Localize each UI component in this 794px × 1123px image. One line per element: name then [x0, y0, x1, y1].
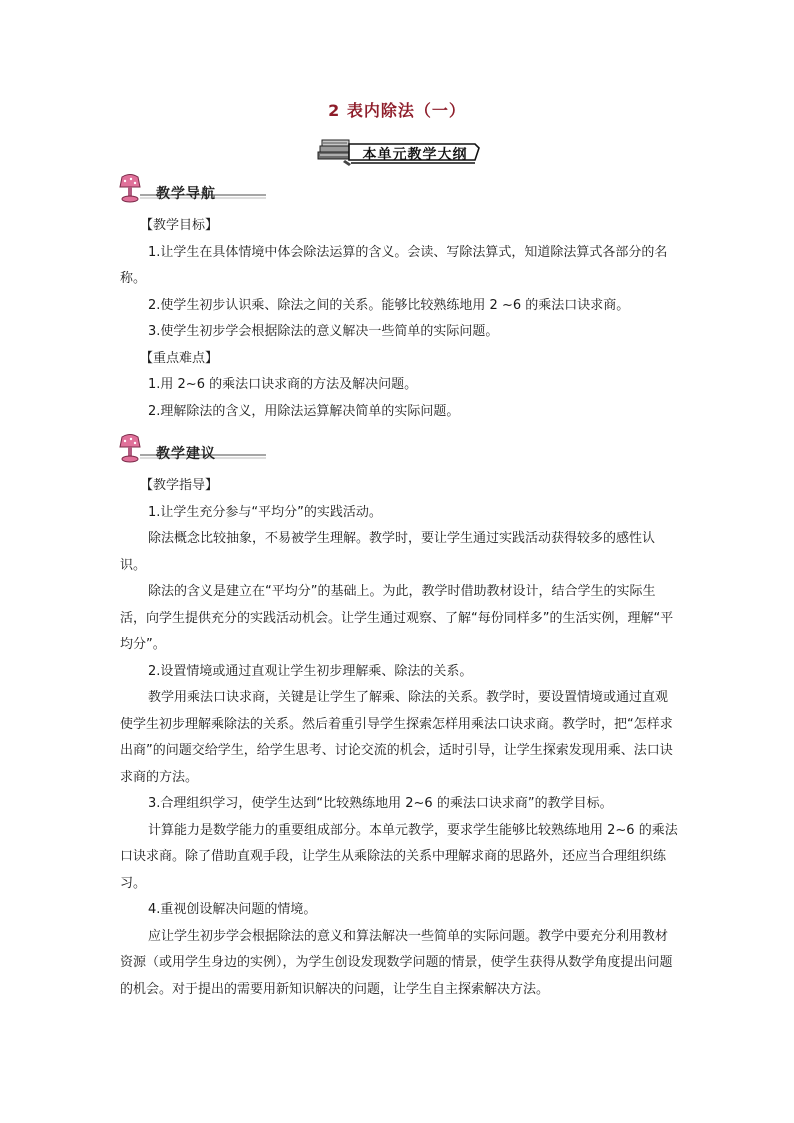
- guidance-heading: 【教学指导】: [140, 478, 219, 493]
- guidance-paragraph: 除法概念比较抽象，不易被学生理解。教学时，要让学生通过实践活动获得较多的感性认识。: [120, 531, 656, 573]
- guidance-paragraph: 教学用乘法口诀求商，关键是让学生了解乘、除法的关系。教学时，要设置情境或通过直观使学生初步理解乘除法的关系。然后着重引导学生探索怎样用乘法口诀求商。教学时，把“怎样求出商”的问题交给学生，给学生思考、讨论交流的机会，适时引导，让学生探索发现用乘、法口诀求商的方法。: [120, 690, 673, 785]
- guidance-paragraph: 3.合理组织学习，使学生达到“比较熟练地用 2~6 的乘法口诀求商”的教学目标。: [148, 796, 613, 811]
- guidance-paragraph: 1.让学生充分参与“平均分”的实践活动。: [148, 504, 382, 520]
- unit-outline-banner: [315, 134, 481, 170]
- guidance-paragraph: 计算能力是数学能力的重要组成部分。本单元教学，要求学生能够比较熟练地用 2~6 的乘法口诀求商。除了借助直观手段，让学生从乘除法的关系中理解求商的思路外，还应当合理组织练习。: [120, 822, 678, 891]
- guidance-paragraph: 应让学生初步学会根据除法的意义和算法解决一些简单的实际问题。教学中要充分利用教材资源（或用学生身边的实例），为学生创设发现数学问题的情景，使学生获得从数学角度提出问题的机会。对于提出的需要用新知识解决的问题，让学生自主探索解决方法。: [120, 928, 673, 997]
- section-heading-teaching-navigation: [116, 173, 276, 209]
- section-label: 教学导航: [156, 186, 216, 202]
- section-content-suggestions: [120, 473, 680, 1003]
- banner-label: 本单元教学大纲: [362, 147, 468, 163]
- goal-item: 1.让学生在具体情境中体会除法运算的含义。会读、写除法算式，知道除法算式各部分的名称。: [120, 244, 668, 286]
- key-point-item: 1.用 2~6 的乘法口诀求商的方法及解决问题。: [148, 377, 418, 392]
- guidance-paragraph: 4.重视创设解决问题的情境。: [148, 902, 317, 917]
- key-points-heading: 【重点难点】: [140, 350, 219, 366]
- section-label: 教学建议: [156, 446, 216, 462]
- guidance-paragraph: 除法的含义是建立在“平均分”的基础上。为此，教学时借助教材设计，结合学生的实际生活，向学生提供充分的实践活动机会。让学生通过观察、了解“每份同样多”的生活实例，理解“平均分”。: [120, 584, 674, 652]
- guidance-paragraph: 2.设置情境或通过直观让学生初步理解乘、除法的关系。: [148, 663, 473, 679]
- section-heading-teaching-suggestions: [116, 433, 276, 469]
- page-title: 2 表内除法（一）: [328, 101, 466, 120]
- goal-item: 3.使学生初步学会根据除法的意义解决一些简单的实际问题。: [148, 324, 499, 339]
- goal-item: 2.使学生初步认识乘、除法之间的关系。能够比较熟练地用 2 ~6 的乘法口诀求商。: [148, 297, 630, 313]
- section-content-navigation: [120, 213, 680, 425]
- goals-heading: 【教学目标】: [140, 218, 219, 233]
- key-point-item: 2.理解除法的含义，用除法运算解决简单的实际问题。: [148, 403, 460, 419]
